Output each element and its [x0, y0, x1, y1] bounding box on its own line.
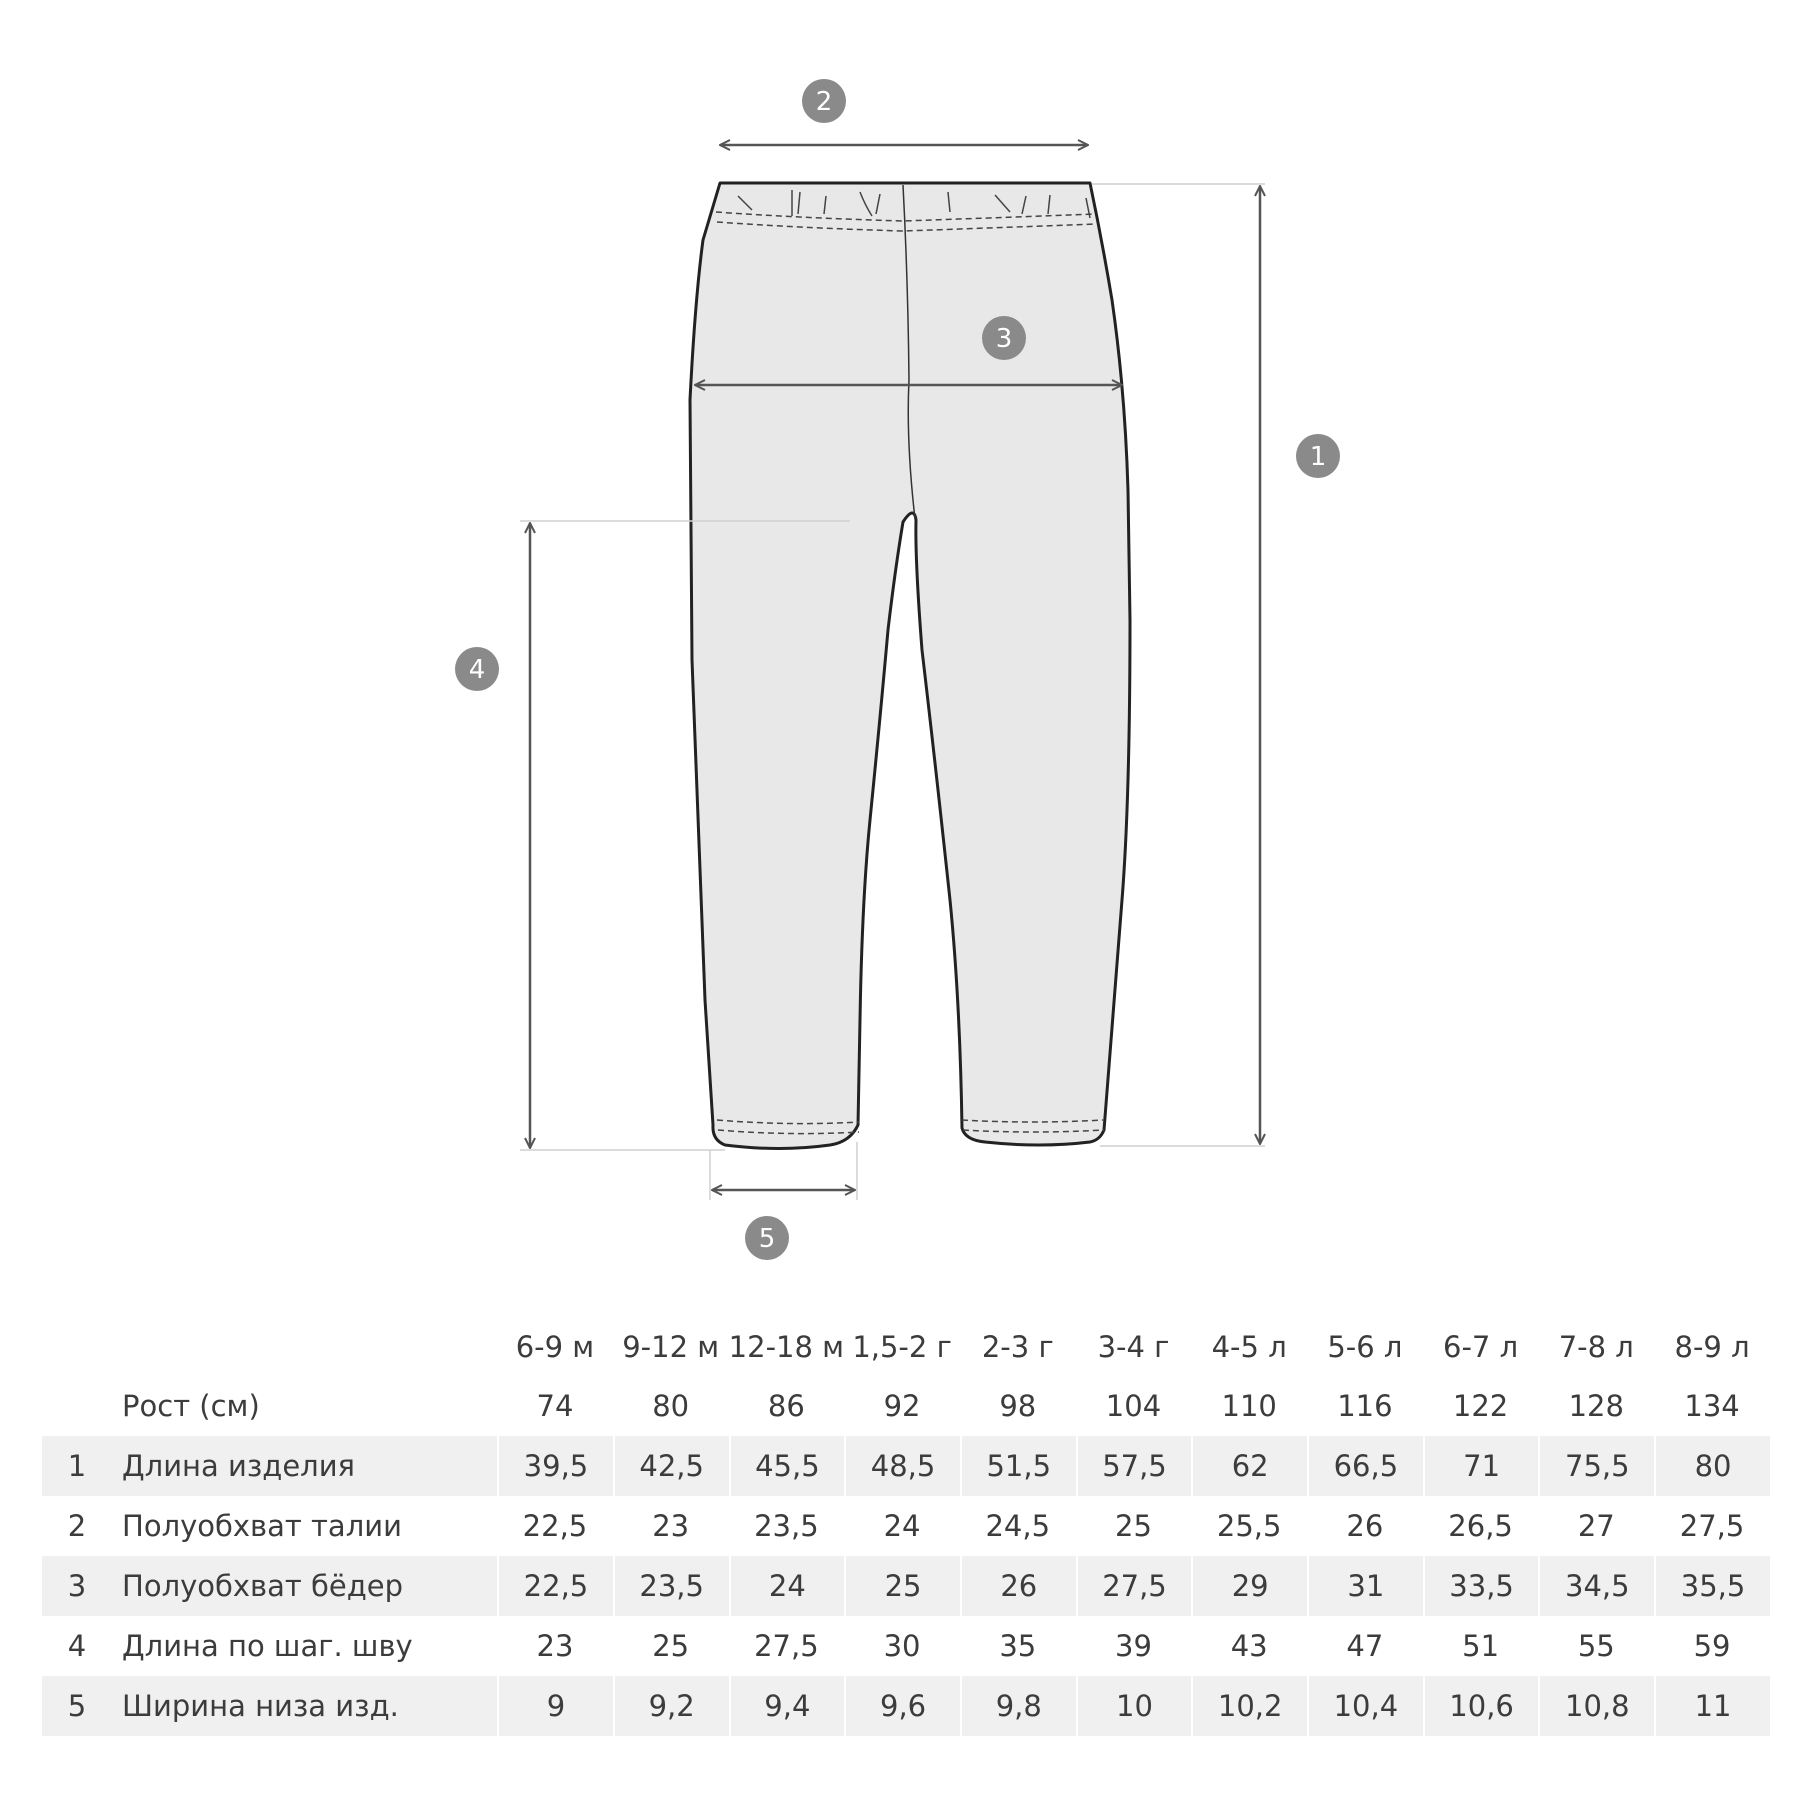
- value-cell: 9,2: [613, 1676, 729, 1736]
- value-cell: 39: [1115, 1629, 1152, 1663]
- size-cell: 6-7 л: [1443, 1330, 1519, 1364]
- size-cell: 1,5-2 г: [852, 1330, 952, 1364]
- value-cell: 35: [999, 1629, 1037, 1663]
- value-cell: 59: [1693, 1629, 1731, 1663]
- value-cell: 30: [883, 1629, 921, 1663]
- size-header-row: [42, 1318, 1770, 1376]
- value-cell: 26: [960, 1556, 1076, 1616]
- value-cell: 26,5: [1448, 1509, 1513, 1543]
- value-cell: 51,5: [960, 1436, 1076, 1496]
- value-cell: 39,5: [497, 1436, 613, 1496]
- value-cell: 10: [1076, 1676, 1192, 1736]
- value-cell: 66,5: [1307, 1436, 1423, 1496]
- height-cell: 86: [767, 1389, 805, 1423]
- marker-5: [745, 1216, 789, 1260]
- value-cell: 27,5: [754, 1629, 819, 1663]
- size-chart-table: [42, 1318, 1770, 1736]
- height-cell: 110: [1221, 1389, 1277, 1423]
- value-cell: 25,5: [1216, 1509, 1282, 1543]
- value-cell: 42,5: [613, 1436, 729, 1496]
- size-cell: 2-3 г: [981, 1330, 1054, 1364]
- row-number: 1: [42, 1436, 112, 1496]
- value-cell: 24,5: [985, 1509, 1051, 1543]
- pants-illustration: [690, 183, 1130, 1149]
- measurement-row: [42, 1556, 1770, 1616]
- row-number: 3: [42, 1556, 112, 1616]
- marker-2: [802, 79, 846, 123]
- value-cell: 80: [1654, 1436, 1770, 1496]
- value-cell: 62: [1191, 1436, 1307, 1496]
- height-cell: 128: [1568, 1389, 1624, 1423]
- height-cell: 92: [883, 1389, 921, 1423]
- row-label: Рост (см): [122, 1389, 260, 1423]
- value-cell: 11: [1654, 1676, 1770, 1736]
- height-cell: 116: [1337, 1389, 1393, 1423]
- value-cell: 10,8: [1538, 1676, 1654, 1736]
- value-cell: 51: [1462, 1629, 1500, 1663]
- value-cell: 27: [1577, 1509, 1615, 1543]
- size-cell: 7-8 л: [1558, 1330, 1634, 1364]
- marker-3: [982, 316, 1026, 360]
- row-label: Полуобхват талии: [122, 1509, 402, 1543]
- row-label: Полуобхват бёдер: [112, 1556, 497, 1616]
- svg-text:5: 5: [758, 1224, 776, 1254]
- height-cell: 134: [1684, 1389, 1740, 1423]
- size-cell: 4-5 л: [1211, 1330, 1287, 1364]
- size-cell: 3-4 г: [1097, 1330, 1170, 1364]
- row-number: 4: [67, 1629, 87, 1663]
- svg-text:2: 2: [815, 87, 833, 117]
- value-cell: 23,5: [754, 1509, 819, 1543]
- value-cell: 10,6: [1423, 1676, 1539, 1736]
- value-cell: 27,5: [1076, 1556, 1192, 1616]
- height-cell: 74: [536, 1389, 574, 1423]
- row-number: 2: [67, 1509, 87, 1543]
- row-number: 5: [42, 1676, 112, 1736]
- value-cell: 26: [1346, 1509, 1384, 1543]
- height-cell: 80: [652, 1389, 690, 1423]
- value-cell: 22,5: [497, 1556, 613, 1616]
- svg-text:4: 4: [468, 655, 486, 685]
- row-label: Длина по шаг. шву: [122, 1629, 413, 1663]
- value-cell: 9,8: [960, 1676, 1076, 1736]
- value-cell: 23: [652, 1509, 690, 1543]
- value-cell: 10,4: [1307, 1676, 1423, 1736]
- marker-1: [1296, 434, 1340, 478]
- height-cell: 98: [999, 1389, 1037, 1423]
- measurement-row: [42, 1616, 1770, 1676]
- value-cell: 9: [497, 1676, 613, 1736]
- value-cell: 33,5: [1423, 1556, 1539, 1616]
- value-cell: 25: [1115, 1509, 1152, 1543]
- row-label: Длина изделия: [112, 1436, 497, 1496]
- size-cell: 5-6 л: [1327, 1330, 1403, 1364]
- value-cell: 10,2: [1191, 1676, 1307, 1736]
- value-cell: 23: [536, 1629, 574, 1663]
- size-cell: 9-12 м: [622, 1330, 720, 1364]
- value-cell: 9,6: [844, 1676, 960, 1736]
- size-cell: 6-9 м: [515, 1330, 595, 1364]
- value-cell: 27,5: [1679, 1509, 1745, 1543]
- value-cell: 55: [1577, 1629, 1615, 1663]
- value-cell: 57,5: [1076, 1436, 1192, 1496]
- size-cell: 12-18 м: [728, 1330, 845, 1364]
- height-cell: 122: [1452, 1389, 1509, 1423]
- svg-text:3: 3: [995, 324, 1013, 354]
- value-cell: 9,4: [729, 1676, 845, 1736]
- height-cell: 104: [1105, 1389, 1162, 1423]
- row-label: Ширина низа изд.: [112, 1676, 497, 1736]
- measurement-row: [42, 1676, 1770, 1736]
- measurement-row: [42, 1496, 1770, 1556]
- value-cell: 31: [1307, 1556, 1423, 1616]
- value-cell: 34,5: [1538, 1556, 1654, 1616]
- value-cell: 48,5: [844, 1436, 960, 1496]
- value-cell: 22,5: [522, 1509, 588, 1543]
- value-cell: 29: [1191, 1556, 1307, 1616]
- svg-text:1: 1: [1309, 442, 1327, 472]
- height-row: [42, 1376, 1770, 1436]
- measurement-row: [42, 1436, 1770, 1496]
- value-cell: 24: [883, 1509, 921, 1543]
- value-cell: 43: [1230, 1629, 1268, 1663]
- value-cell: 47: [1346, 1629, 1384, 1663]
- value-cell: 35,5: [1654, 1556, 1770, 1616]
- marker-4: [455, 647, 499, 691]
- value-cell: 23,5: [613, 1556, 729, 1616]
- size-cell: 8-9 л: [1674, 1330, 1750, 1364]
- value-cell: 24: [729, 1556, 845, 1616]
- value-cell: 71: [1423, 1436, 1539, 1496]
- value-cell: 25: [844, 1556, 960, 1616]
- value-cell: 75,5: [1538, 1436, 1654, 1496]
- value-cell: 25: [652, 1629, 690, 1663]
- value-cell: 45,5: [729, 1436, 845, 1496]
